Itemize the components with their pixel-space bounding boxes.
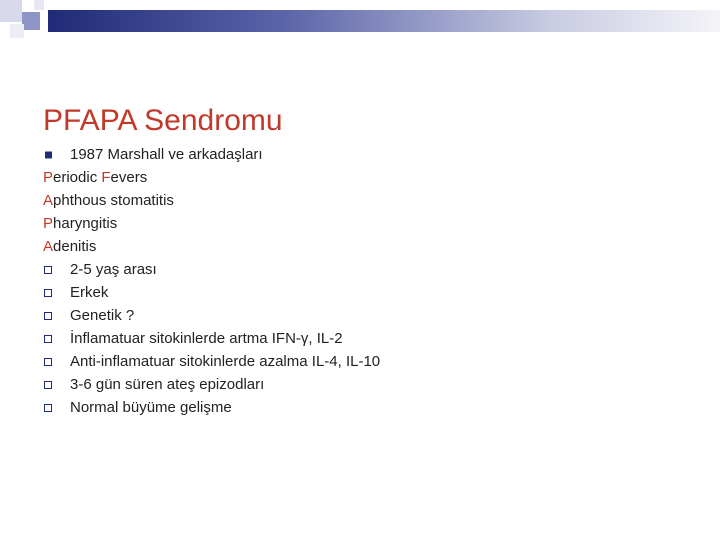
hollow-square-bullet-icon	[44, 381, 52, 389]
list-item	[43, 258, 703, 281]
intro-text: 1987 Marshall ve arkadaşları	[70, 146, 263, 163]
acronym-rest: haryngitis	[53, 215, 118, 232]
bullet-text: İnflamatuar sitokinlerde artma IFN-γ, IL-2	[70, 330, 343, 347]
bullet-text: Erkek	[70, 284, 109, 301]
square-bullet-icon	[45, 151, 52, 158]
acronym-letter: A	[43, 238, 54, 255]
bullet-text: 2-5 yaş arası	[70, 261, 157, 278]
acronym-letter: A	[43, 192, 54, 209]
list-item	[43, 327, 703, 350]
decor-square	[10, 24, 24, 38]
hollow-square-bullet-icon	[44, 312, 52, 320]
header-gradient-bar	[48, 10, 720, 32]
list-item	[43, 373, 703, 396]
acronym-rest: eriodic	[53, 169, 102, 186]
list-item	[43, 304, 703, 327]
list-item	[43, 281, 703, 304]
hollow-square-bullet-icon	[44, 289, 52, 297]
acronym-letter: F	[101, 169, 111, 186]
list-item	[43, 396, 703, 419]
decor-square	[22, 12, 40, 30]
acronym-line	[43, 189, 703, 212]
decor-square	[0, 0, 22, 22]
slide-title: PFAPA Sendromu	[43, 104, 283, 137]
list-item	[43, 350, 703, 373]
acronym-line	[43, 166, 703, 189]
intro-line	[43, 143, 703, 166]
bullet-text: Anti-inflamatuar sitokinlerde azalma IL-4, IL-10	[70, 353, 381, 370]
acronym-rest: denitis	[53, 238, 97, 255]
acronym-rest: evers	[110, 169, 148, 186]
hollow-square-bullet-icon	[44, 266, 52, 274]
hollow-square-bullet-icon	[44, 404, 52, 412]
hollow-square-bullet-icon	[44, 335, 52, 343]
bullet-text: Genetik ?	[70, 307, 135, 324]
bullet-text: 3-6 gün süren ateş epizodları	[70, 376, 265, 393]
content-list	[43, 143, 703, 419]
acronym-rest: phthous stomatitis	[53, 192, 174, 209]
acronym-letter: P	[43, 169, 54, 186]
acronym-letter: P	[43, 215, 54, 232]
decor-square	[34, 0, 44, 10]
bullet-text: Normal büyüme gelişme	[70, 399, 232, 416]
acronym-line	[43, 235, 703, 258]
acronym-line	[43, 212, 703, 235]
hollow-square-bullet-icon	[44, 358, 52, 366]
